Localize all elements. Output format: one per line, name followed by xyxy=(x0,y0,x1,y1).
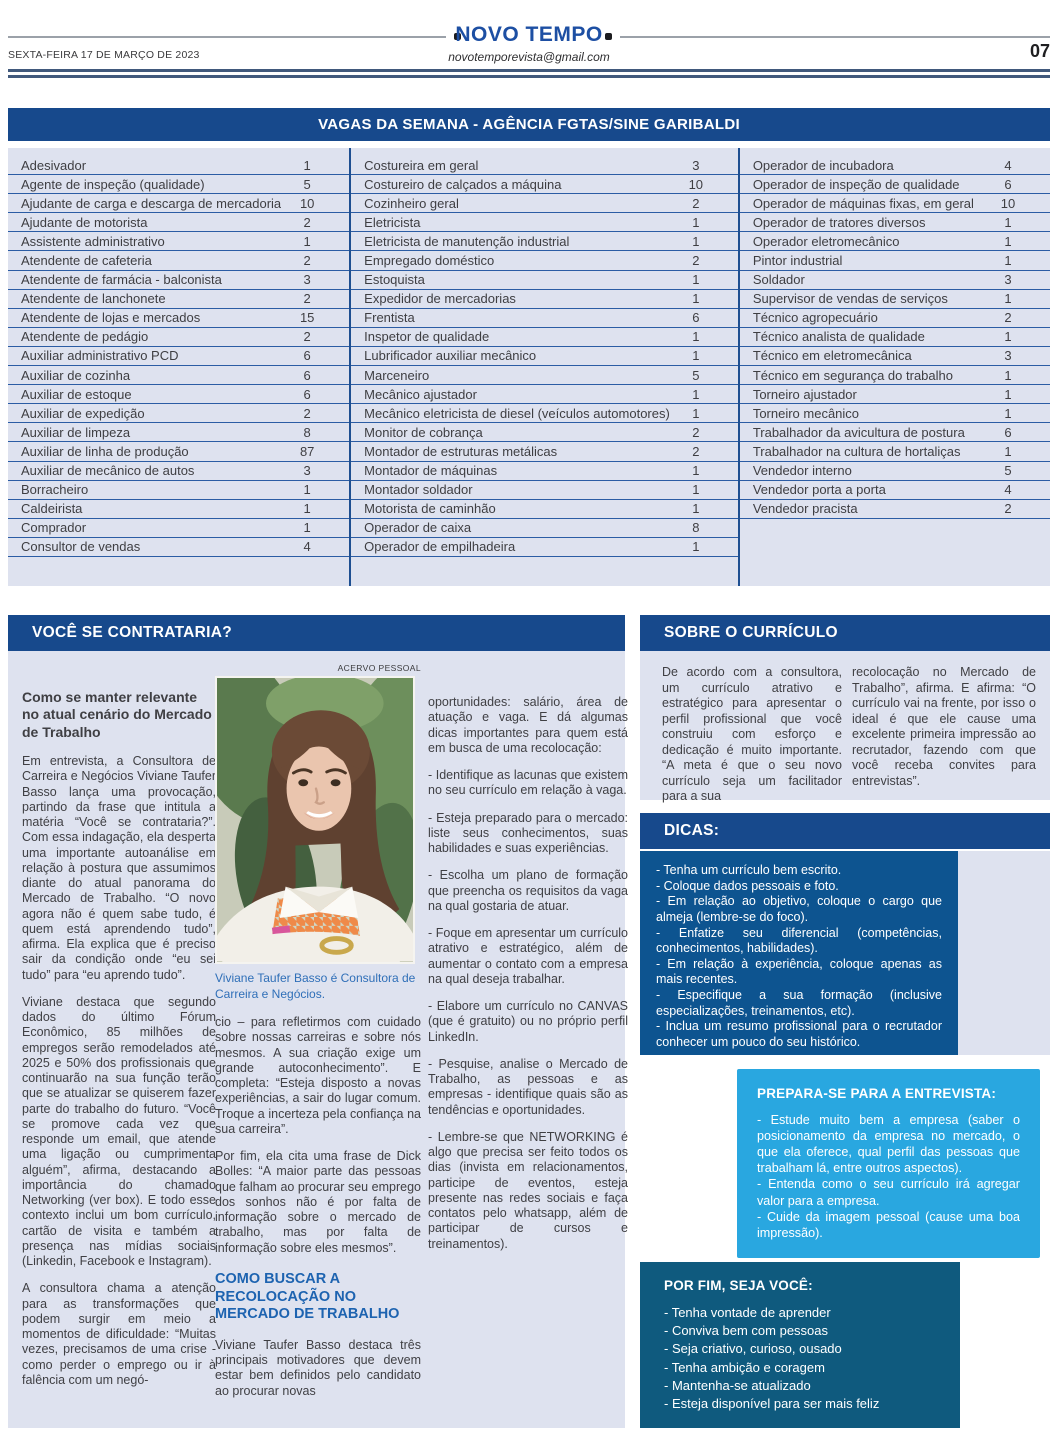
entrevista-item: - Estude muito bem a empresa (saber o posicionamento da empresa no mercado, o que ela oferece, qual perfil das pessoas que trabalham lá, entre outros aspectos). xyxy=(757,1113,1020,1176)
job-title: Cozinheiro geral xyxy=(364,195,459,211)
job-title: Vendedor interno xyxy=(752,463,852,479)
table-row xyxy=(8,175,349,194)
vagas-column-3 xyxy=(738,148,1050,586)
table-row xyxy=(8,500,349,519)
por-fim-title: POR FIM, SEJA VOCÊ: xyxy=(664,1278,813,1293)
job-count: 2 xyxy=(692,443,700,459)
job-title: Operador de incubadora xyxy=(752,157,894,173)
article-column-2 xyxy=(215,663,421,1411)
job-count: 1 xyxy=(692,463,700,479)
vagas-title: VAGAS DA SEMANA - AGÊNCIA FGTAS/SINE GARIBALDI xyxy=(8,108,1050,141)
table-row xyxy=(8,538,349,557)
curriculo-column-2: recolocação no Mercado de Trabalho”, afirma. E afirma: “O currículo vai na frente, por isso o ideal é que ele cause uma excelente primeira impressão ao recrutador, fazendo com que você receba convites para entrevistas”. xyxy=(852,665,1036,788)
masthead-rule-right xyxy=(620,36,1050,38)
article-paragraph: Viviane destaca que segundo dados do último Fórum Econômico, 85 milhões de empregos serão remodelados até 2025 e 50% dos profissionais que continuarão na sua função terão que se atualizar se quiserem fazer parte do trabalho do futuro. “Você se promove cada vez que responde um email, que atende uma ligação ou cumprimenta alguém”, afirma, destacando a importância do chamado Networking (ver box). E todo esse contexto inclui um bom currículo, cartão de visita e também a presença nas mídias sociais (Linkedin, Facebook e Instagram). xyxy=(22,994,216,1269)
job-title: Trabalhador na cultura de hortaliças xyxy=(752,443,961,459)
job-title: Agente de inspeção (qualidade) xyxy=(21,176,205,192)
job-title: Eletricista xyxy=(364,214,421,230)
section-title-contrataria: VOCÊ SE CONTRATARIA? xyxy=(8,615,625,651)
photo-credit: ACERVO PESSOAL xyxy=(337,663,421,673)
job-title: Supervisor de vendas de serviços xyxy=(752,291,948,307)
section-title-curriculo: SOBRE O CURRÍCULO xyxy=(640,615,1050,651)
table-row xyxy=(351,500,738,519)
edition-date: SEXTA-FEIRA 17 DE MARÇO DE 2023 xyxy=(8,49,200,61)
table-row xyxy=(740,175,1050,194)
article-paragraph: - Foque em apresentar um currículo atrativo e estratégico, além de aumentar o contato com a empresa na qual deseja trabalhar. xyxy=(428,926,628,986)
table-row xyxy=(351,290,738,309)
table-row xyxy=(351,271,738,290)
job-title: Frentista xyxy=(364,310,415,326)
job-title: Expedidor de mercadorias xyxy=(364,291,516,307)
dicas-box xyxy=(640,851,958,1055)
job-title: Torneiro mecânico xyxy=(752,405,860,421)
dica-item: - Coloque dados pessoais e foto. xyxy=(656,878,839,893)
vagas-header-gap xyxy=(8,141,1050,148)
dica-item: - Em relação à experiência, coloque apenas as mais recentes. xyxy=(656,956,942,987)
job-count: 1 xyxy=(1004,405,1012,421)
job-count: 3 xyxy=(1004,348,1012,364)
curriculo-column-1: De acordo com a consultora, um currículo atrativo e estratégico para apresentar o perfil profissional que você construiu com esforço e dedicação é muito importante. “A meta é que o seu novo currículo seja um facilitador para a sua xyxy=(662,665,842,803)
job-title: Auxiliar de limpeza xyxy=(21,424,131,440)
table-row xyxy=(351,366,738,385)
job-title: Vendedor pracista xyxy=(752,501,858,517)
job-title: Lubrificador auxiliar mecânico xyxy=(364,348,537,364)
job-title: Marceneiro xyxy=(364,367,430,383)
job-count: 1 xyxy=(1004,253,1012,269)
entrevista-item: - Entenda como o seu currículo irá agregar valor para a empresa. xyxy=(757,1177,1020,1208)
contact-email: novotemporevista@gmail.com xyxy=(448,50,610,64)
dica-item: - Especifique a sua formação (inclusive especializações, treinamentos, etc). xyxy=(656,988,942,1018)
dica-item: - Inclua um resumo profissional para o recrutador conhecer um pouco do seu histórico. xyxy=(656,1019,942,1049)
table-row xyxy=(740,251,1050,270)
por-fim-item: - Tenha ambição e coragem xyxy=(664,1359,825,1375)
table-row xyxy=(8,462,349,481)
job-title: Torneiro ajustador xyxy=(752,386,857,402)
table-row xyxy=(8,213,349,232)
table-row xyxy=(351,328,738,347)
article-paragraph: oportunidades: salário, área de atuação e vaga. E dá algumas dicas importantes para quem está em busca de uma recolocação: xyxy=(428,695,628,755)
job-count: 1 xyxy=(1004,233,1012,249)
job-count: 1 xyxy=(1004,386,1012,402)
job-count: 15 xyxy=(299,310,315,326)
job-count: 1 xyxy=(303,157,311,173)
table-row xyxy=(740,481,1050,500)
table-row xyxy=(8,366,349,385)
job-title: Técnico em segurança do trabalho xyxy=(752,367,953,383)
job-count: 8 xyxy=(692,520,700,536)
entrevista-title: PREPARA-SE PARA A ENTREVISTA: xyxy=(757,1086,997,1101)
job-count: 3 xyxy=(1004,272,1012,288)
table-row xyxy=(740,309,1050,328)
job-count: 1 xyxy=(692,501,700,517)
job-title: Atendente de lanchonete xyxy=(21,291,166,307)
vagas-table xyxy=(8,108,1050,586)
job-title: Assistente administrativo xyxy=(21,233,165,249)
table-row xyxy=(8,404,349,423)
curriculo-body xyxy=(640,651,1050,803)
job-count: 1 xyxy=(692,291,700,307)
article-paragraph: Por fim, ela cita uma frase de Dick Bolles: “A maior parte das pessoas que falham ao procurar seu emprego dos sonhos não é por falta de informação sobre o mercado de trabalho, mas por falta de informação sobre eles mesmos”. xyxy=(215,1149,421,1255)
job-count: 2 xyxy=(1004,501,1012,517)
job-count: 1 xyxy=(303,233,311,249)
por-fim-box xyxy=(640,1262,960,1428)
dica-item: - Tenha um currículo bem escrito. xyxy=(656,863,842,877)
dica-item: - Enfatize seu diferencial (competências, conhecimentos, habilidades). xyxy=(656,925,942,956)
vagas-body xyxy=(8,148,1050,586)
job-count: 1 xyxy=(1004,443,1012,459)
dica-item: - Em relação ao objetivo, coloque o cargo que almeja (lembre-se do foco). xyxy=(656,894,942,924)
job-title: Técnico agropecuário xyxy=(752,310,878,326)
job-count: 6 xyxy=(303,348,311,364)
job-count: 1 xyxy=(692,214,700,230)
table-row xyxy=(351,251,738,270)
job-count: 8 xyxy=(303,424,311,440)
job-title: Montador de máquinas xyxy=(364,463,498,479)
job-count: 4 xyxy=(1004,157,1012,173)
job-title: Caldeirista xyxy=(21,501,83,517)
table-row xyxy=(351,175,738,194)
article-paragraph: - Esteja preparado para o mercado: liste seus conhecimentos, suas habilidades e suas experiências. xyxy=(428,810,628,855)
job-count: 2 xyxy=(303,405,311,421)
job-count: 1 xyxy=(692,405,700,421)
job-count: 10 xyxy=(299,195,315,211)
job-title: Técnico em eletromecânica xyxy=(752,348,912,364)
job-title: Auxiliar de expedição xyxy=(21,405,145,421)
job-count: 2 xyxy=(303,253,311,269)
table-row xyxy=(740,366,1050,385)
article-paragraph: - Lembre-se que NETWORKING é algo que precisa ser feito todos os dias (invista em relacionamentos, participe de eventos, esteja presente nas redes sociais e faça contatos pelo whatsapp, além de participar de cursos e treinamentos). xyxy=(428,1129,628,1251)
job-count: 6 xyxy=(1004,424,1012,440)
job-title: Costureiro de calçados a máquina xyxy=(364,176,562,192)
vagas-column-1 xyxy=(8,148,349,586)
table-row xyxy=(351,194,738,213)
table-row xyxy=(8,328,349,347)
table-row xyxy=(8,251,349,270)
job-count: 1 xyxy=(692,329,700,345)
table-row xyxy=(351,404,738,423)
job-count: 2 xyxy=(303,291,311,307)
job-title: Soldador xyxy=(752,272,805,288)
job-title: Inspetor de qualidade xyxy=(364,329,490,345)
por-fim-item: - Mantenha-se atualizado xyxy=(664,1377,811,1393)
table-row xyxy=(740,404,1050,423)
job-title: Trabalhador da avicultura de postura xyxy=(752,424,965,440)
job-count: 10 xyxy=(1000,195,1016,211)
entrevista-box xyxy=(737,1069,1040,1258)
job-title: Operador de empilhadeira xyxy=(364,539,516,555)
job-count: 5 xyxy=(692,367,700,383)
job-title: Atendente de cafeteria xyxy=(21,253,152,269)
job-count: 87 xyxy=(299,443,315,459)
section-sobre-o-curriculo xyxy=(640,615,1050,803)
masthead xyxy=(8,0,1050,100)
job-title: Monitor de cobrança xyxy=(364,424,483,440)
article-paragraph: - Pesquise, analise o Mercado de Trabalho, as pessoas e as empresas - identifique quais são as tendências e oportunidades. xyxy=(428,1056,628,1117)
table-row xyxy=(351,423,738,442)
article-voce-se-contrataria xyxy=(8,615,628,1428)
table-row xyxy=(8,271,349,290)
table-row xyxy=(8,347,349,366)
table-row xyxy=(740,385,1050,404)
article-paragraph: - Elabore um currículo no CANVAS (que é gratuito) ou no próprio perfil LinkedIn. xyxy=(428,999,628,1044)
job-count: 2 xyxy=(692,195,700,211)
job-title: Montador de estruturas metálicas xyxy=(364,443,558,459)
job-count: 5 xyxy=(303,176,311,192)
por-fim-item: - Esteja disponível para ser mais feliz xyxy=(664,1395,880,1411)
table-row xyxy=(740,271,1050,290)
portrait-photo xyxy=(215,676,415,964)
job-count: 1 xyxy=(692,233,700,249)
table-row xyxy=(8,481,349,500)
job-count: 3 xyxy=(303,463,311,479)
photo-caption: Viviane Taufer Basso é Consultora de Carreira e Negócios. xyxy=(215,971,416,1001)
job-title: Estoquista xyxy=(364,272,425,288)
job-count: 1 xyxy=(1004,214,1012,230)
job-count: 2 xyxy=(692,253,700,269)
job-count: 10 xyxy=(688,176,704,192)
job-title: Consultor de vendas xyxy=(21,539,141,555)
job-title: Ajudante de carga e descarga de mercadoria xyxy=(21,195,282,211)
table-row xyxy=(351,385,738,404)
job-title: Eletricista de manutenção industrial xyxy=(364,233,570,249)
job-count: 1 xyxy=(303,482,311,498)
job-title: Mecânico eletricista de diesel (veículos automotores) xyxy=(364,405,670,421)
entrevista-item: - Cuide da imagem pessoal (cause uma boa impressão). xyxy=(757,1209,1020,1240)
article-paragraph: Viviane Taufer Basso destaca três principais motivadores que devem estar bem definidos pelo candidato ao procurar novas xyxy=(215,1337,421,1398)
table-row xyxy=(740,213,1050,232)
job-count: 1 xyxy=(303,520,311,536)
article-paragraph: A consultora chama a atenção para as transformações que podem surgir em meio a momentos de dificuldade: “Muitas vezes, precisamos de uma crise - como perder o emprego ou ir à falência com um negó- xyxy=(22,1281,216,1387)
job-count: 6 xyxy=(692,310,700,326)
job-title: Atendente de pedágio xyxy=(21,329,149,345)
table-row xyxy=(740,500,1050,519)
section-dicas xyxy=(640,813,1050,1055)
job-title: Operador de tratores diversos xyxy=(752,214,926,230)
job-title: Auxiliar de estoque xyxy=(21,386,132,402)
table-row xyxy=(8,423,349,442)
job-title: Operador de caixa xyxy=(364,520,472,536)
article-paragraph: Em entrevista, a Consultora de Carreira e Negócios Viviane Taufer Basso lança uma provocação, partindo da frase que intitula a matéria “Você se contrataria?”. Com essa indagação, ela desperta uma importante autoanálise em relação à postura que assumimos diante do atual panorama do Mercado de Trabalho. “O novo agora não é quem sabe tudo, é quem está aprendendo tudo”, afirma. Ela explica que é preciso sair da condição onde “eu sei tudo” para “eu aprendo tudo”. xyxy=(22,754,216,982)
job-title: Pintor industrial xyxy=(752,253,843,269)
job-title: Operador de inspeção de qualidade xyxy=(752,176,960,192)
table-row xyxy=(8,442,349,461)
job-count: 3 xyxy=(303,272,311,288)
table-row xyxy=(8,309,349,328)
section-title-dicas: DICAS: xyxy=(640,813,1050,849)
job-count: 3 xyxy=(692,157,700,173)
table-row xyxy=(351,309,738,328)
job-count: 1 xyxy=(1004,367,1012,383)
job-count: 2 xyxy=(692,424,700,440)
table-row xyxy=(8,290,349,309)
table-row xyxy=(8,232,349,251)
job-count: 5 xyxy=(1004,463,1012,479)
table-row xyxy=(740,328,1050,347)
job-title: Motorista de caminhão xyxy=(364,501,496,517)
table-row xyxy=(351,462,738,481)
article-heading: Como se manter relevante no atual cenário do Mercado de Trabalho xyxy=(22,689,212,740)
table-row xyxy=(740,423,1050,442)
job-title: Auxiliar de cozinha xyxy=(21,367,131,383)
job-title: Atendente de lojas e mercados xyxy=(21,310,201,326)
job-title: Operador eletromecânico xyxy=(752,233,900,249)
por-fim-item: - Seja criativo, curioso, ousado xyxy=(664,1341,842,1357)
job-count: 6 xyxy=(1004,176,1012,192)
table-row xyxy=(8,156,349,175)
table-row xyxy=(351,481,738,500)
job-title: Atendente de farmácia - balconista xyxy=(21,272,222,288)
job-title: Comprador xyxy=(21,520,87,536)
job-count: 6 xyxy=(303,386,311,402)
table-row xyxy=(740,156,1050,175)
table-row xyxy=(351,232,738,251)
job-title: Vendedor porta a porta xyxy=(752,482,886,498)
page-number: 07 xyxy=(1029,41,1050,61)
job-title: Mecânico ajustador xyxy=(364,386,477,402)
job-title: Adesivador xyxy=(21,157,87,173)
job-count: 1 xyxy=(1004,291,1012,307)
job-title: Auxiliar de linha de produção xyxy=(21,443,189,459)
job-count: 1 xyxy=(692,272,700,288)
table-row xyxy=(8,519,349,538)
table-row xyxy=(740,347,1050,366)
job-title: Auxiliar de mecânico de autos xyxy=(21,463,195,479)
table-row xyxy=(351,347,738,366)
article-column-3 xyxy=(428,695,628,1264)
dicas-body xyxy=(640,851,1050,1055)
job-count: 4 xyxy=(1004,482,1012,498)
table-row xyxy=(351,156,738,175)
job-count: 2 xyxy=(303,214,311,230)
article-column-1 xyxy=(22,689,216,1400)
job-title: Borracheiro xyxy=(21,482,89,498)
job-count: 4 xyxy=(303,539,311,555)
table-row xyxy=(351,442,738,461)
job-count: 1 xyxy=(692,539,700,555)
job-title: Empregado doméstico xyxy=(364,253,495,269)
job-count: 1 xyxy=(692,348,700,364)
por-fim-item: - Tenha vontade de aprender xyxy=(664,1305,831,1320)
table-row xyxy=(740,194,1050,213)
masthead-dot-right xyxy=(605,33,612,40)
table-row xyxy=(8,385,349,404)
masthead-double-rule xyxy=(8,69,1050,78)
job-title: Ajudante de motorista xyxy=(21,214,148,230)
job-count: 2 xyxy=(303,329,311,345)
table-row xyxy=(351,213,738,232)
table-row xyxy=(740,462,1050,481)
article-paragraph: - Identifique as lacunas que existem no seu currículo em relação à vaga. xyxy=(428,768,628,798)
job-title: Montador soldador xyxy=(364,482,473,498)
table-row xyxy=(740,232,1050,251)
article-paragraph: - Escolha um plano de formação que preencha os requisitos da vaga na qual gostaria de atuar. xyxy=(428,868,628,913)
por-fim-item: - Conviva bem com pessoas xyxy=(664,1323,829,1339)
table-row xyxy=(351,538,738,557)
vagas-column-2 xyxy=(349,148,738,586)
job-count: 1 xyxy=(692,482,700,498)
job-title: Auxiliar administrativo PCD xyxy=(21,348,179,364)
article-subhead: COMO BUSCAR A RECOLOCAÇÃO NO MERCADO DE TRABALHO xyxy=(215,1270,400,1323)
job-title: Costureira em geral xyxy=(364,157,479,173)
job-count: 1 xyxy=(303,501,311,517)
job-count: 1 xyxy=(1004,329,1012,345)
job-count: 1 xyxy=(692,386,700,402)
article-paragraph: cio – para refletirmos com cuidado sobre nossas carreiras e sobre nós mesmos. A sua criação exige um grande autoconhecimento”. E completa: “Esteja disposto a novas experiências, a sair do lugar comum. Troque a incerteza pela confiança na sua carreira”. xyxy=(215,1015,421,1136)
newspaper-title: NOVO TEMPO xyxy=(455,23,603,46)
job-count: 6 xyxy=(303,367,311,383)
job-title: Operador de máquinas fixas, em geral xyxy=(752,195,974,211)
table-row xyxy=(740,290,1050,309)
table-row xyxy=(351,519,738,538)
table-row xyxy=(740,442,1050,461)
job-count: 2 xyxy=(1004,310,1012,326)
article-body xyxy=(8,651,628,1428)
table-row xyxy=(8,194,349,213)
job-title: Técnico analista de qualidade xyxy=(752,329,925,345)
